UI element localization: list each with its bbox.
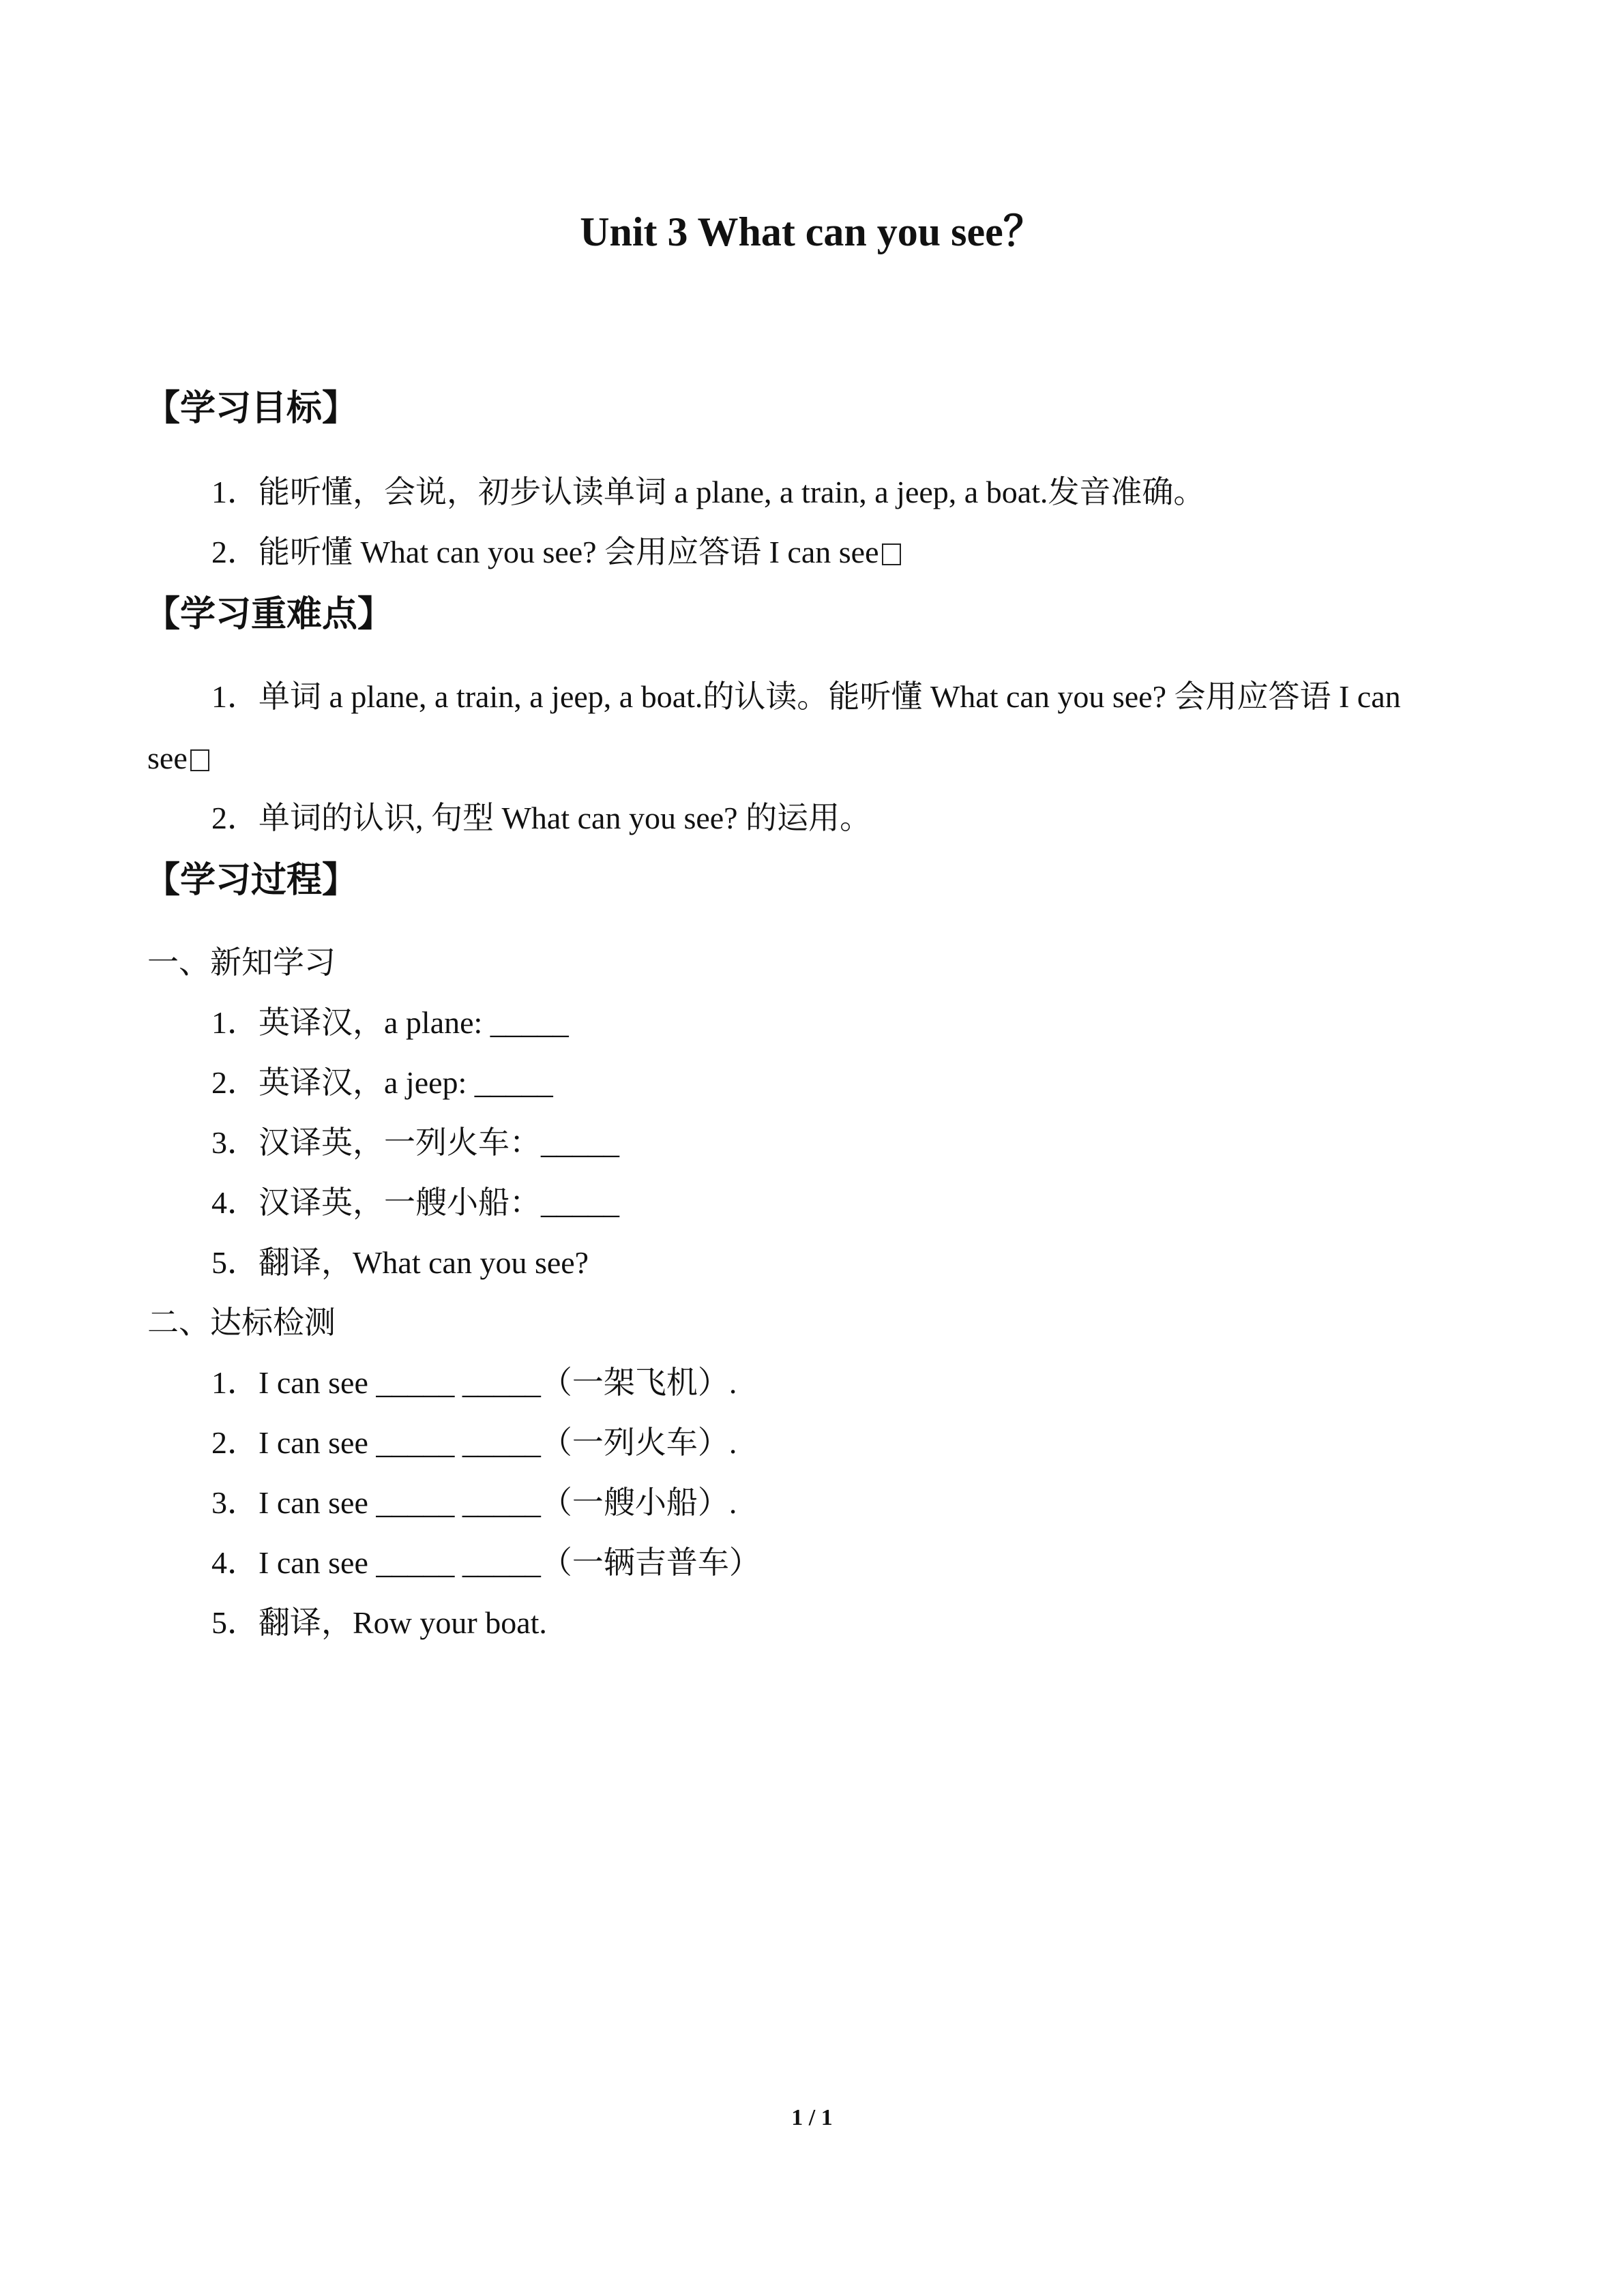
objective-item-1: 1．能听懂，会说，初步认读单词 a plane, a train, a jeep, a boat.发音准确。 — [211, 475, 1205, 509]
section1-item-5: 5．翻译，What can you see? — [211, 1245, 589, 1280]
section2-item-1: 1．I can see _____ _____（一架飞机）. — [211, 1365, 737, 1400]
section2-item-2: 2．I can see _____ _____（一列火车）. — [211, 1425, 737, 1460]
section2-item-3: 3．I can see _____ _____（一艘小船）. — [211, 1485, 737, 1520]
section2-title: 二、达标检测 — [147, 1305, 336, 1340]
section1-item-2: 2．英译汉，a jeep: _____ — [211, 1065, 553, 1100]
section1-item-1: 1．英译汉，a plane: _____ — [211, 1005, 569, 1040]
key-point-item-1-line2-text: see — [147, 741, 188, 775]
page-title: Unit 3 What can you see？ — [580, 209, 1044, 254]
objectives-heading: 【学习目标】 — [145, 388, 358, 429]
objective-item-2-text: 2．能听懂 What can you see? 会用应答语 I can see — [211, 535, 879, 569]
missing-glyph-box-icon — [190, 749, 209, 771]
section2-item-5: 5．翻译，Row your boat. — [211, 1605, 547, 1640]
section1-title: 一、新知学习 — [147, 945, 336, 980]
key-point-item-2: 2．单词的认识, 句型 What can you see? 的运用。 — [211, 801, 872, 835]
missing-glyph-box-icon — [882, 543, 901, 565]
section1-item-4: 4．汉译英，一艘小船：_____ — [211, 1185, 619, 1220]
objective-item-2 — [211, 532, 901, 573]
section1-item-3: 3．汉译英，一列火车：_____ — [211, 1125, 619, 1160]
page-number: 1 / 1 — [791, 2105, 833, 2130]
key-point-item-1-line1: 1．单词 a plane, a train, a jeep, a boat.的认读。能听懂 What can you see? 会用应答语 I can — [211, 679, 1401, 714]
section2-item-4: 4．I can see _____ _____（一辆吉普车） — [211, 1545, 761, 1580]
key-points-heading: 【学习重难点】 — [145, 594, 394, 635]
key-point-item-1-line2 — [147, 738, 209, 779]
process-heading: 【学习过程】 — [145, 860, 358, 901]
